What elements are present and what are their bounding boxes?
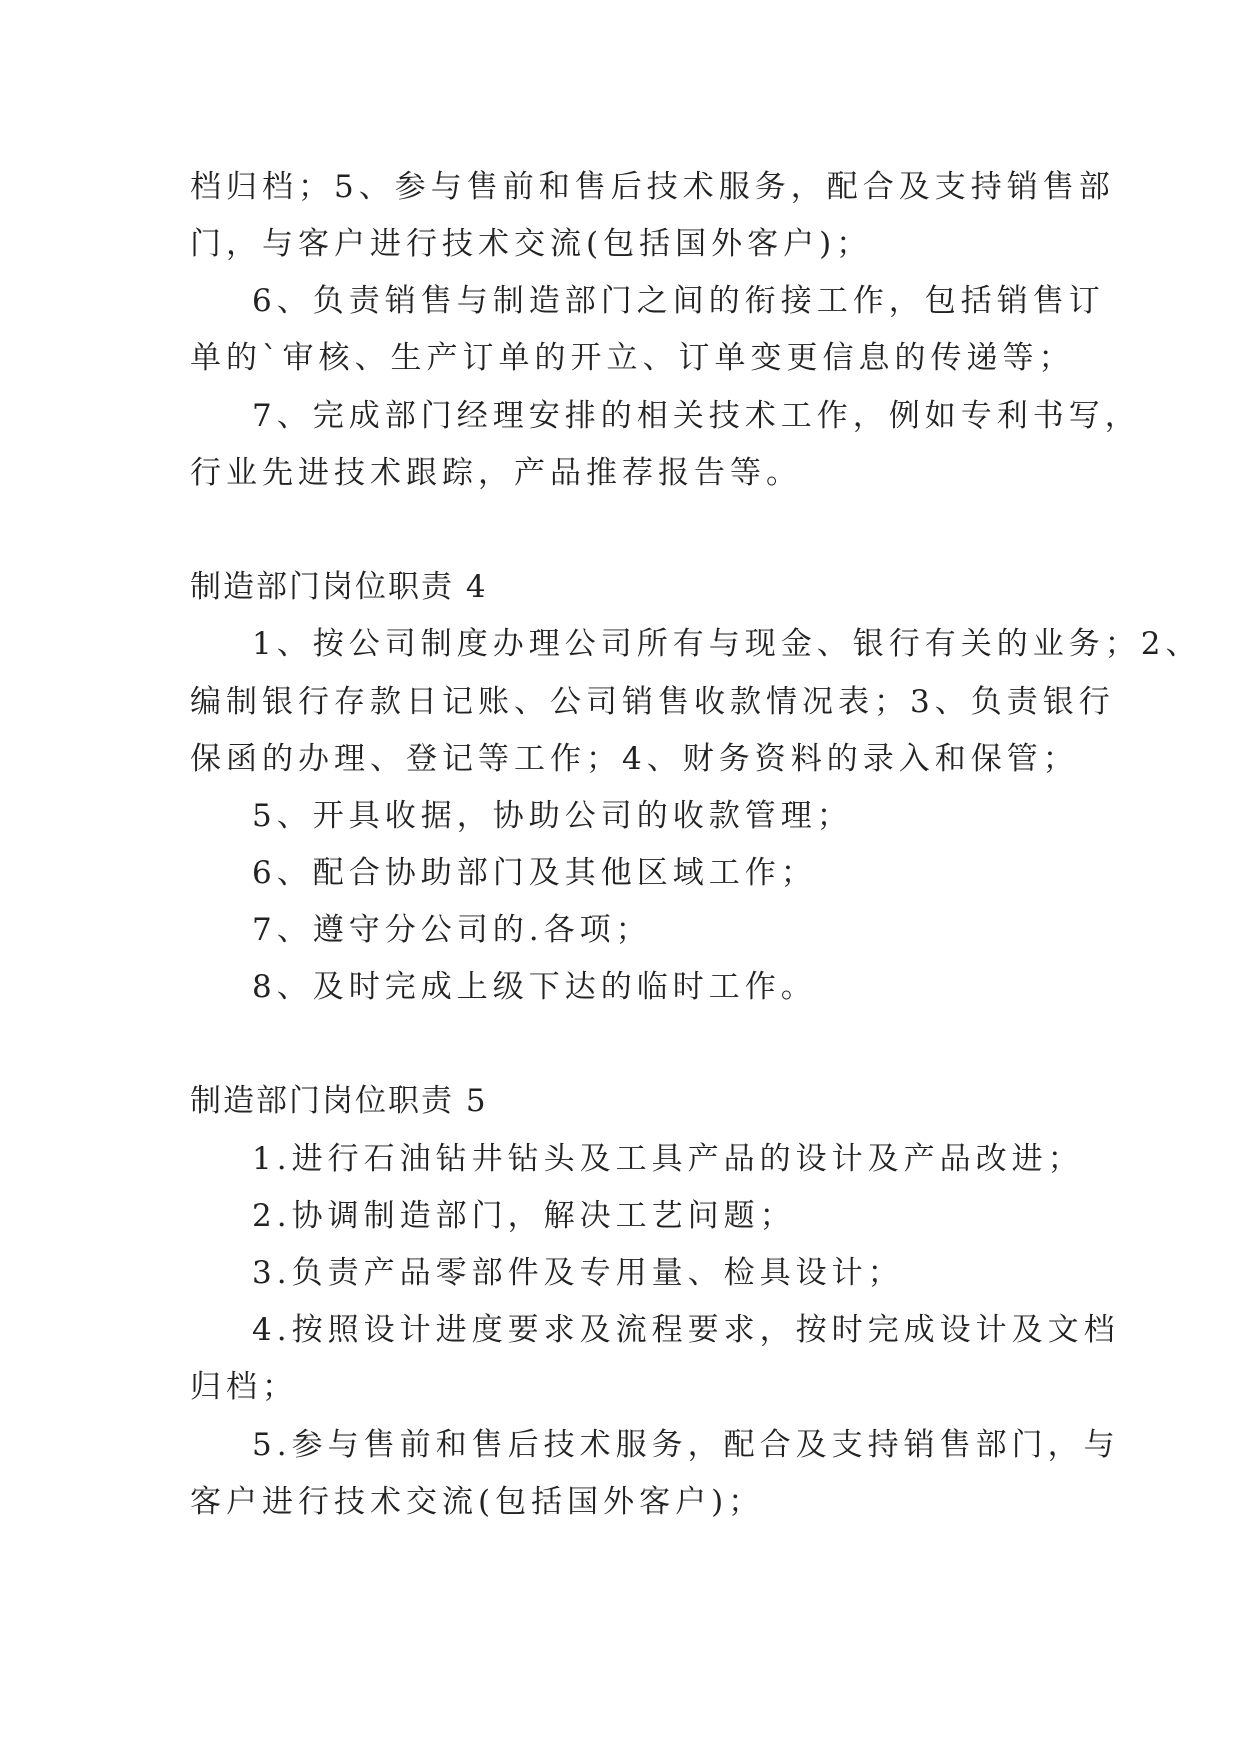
text-line: 6、负责销售与制造部门之间的衔接工作，包括销售订 bbox=[252, 283, 1105, 319]
text-line: 5.参与售前和售后技术服务，配合及支持销售部门，与 bbox=[252, 1427, 1120, 1463]
text-line: 单的`审核、生产订单的开立、订单变更信息的传递等； bbox=[190, 340, 1075, 376]
text-line: 档归档；5、参与售前和售后技术服务，配合及支持销售部 bbox=[190, 169, 1115, 205]
text-line: 归档； bbox=[190, 1369, 298, 1405]
text-line: 8、及时完成上级下达的临时工作。 bbox=[252, 969, 817, 1005]
text-line: 门，与客户进行技术交流(包括国外客户)； bbox=[190, 226, 873, 262]
text-line: 1.进行石油钻井钻头及工具产品的设计及产品改进； bbox=[252, 1141, 1084, 1177]
text-line: 客户进行技术交流(包括国外客户)； bbox=[190, 1484, 765, 1520]
text-line: 编制银行存款日记账、公司销售收款情况表；3、负责银行 bbox=[190, 684, 1115, 720]
section-heading: 制造部门岗位职责 4 bbox=[190, 569, 488, 605]
text-line: 3.负责产品零部件及专用量、检具设计； bbox=[252, 1255, 904, 1291]
text-line: 行业先进技术跟踪，产品推荐报告等。 bbox=[190, 455, 802, 491]
text-line: 7、遵守分公司的.各项； bbox=[252, 912, 652, 948]
text-line: 6、配合协助部门及其他区域工作； bbox=[252, 855, 817, 891]
text-line: 1、按公司制度办理公司所有与现金、银行有关的业务；2、 bbox=[252, 626, 1202, 662]
text-line: 7、完成部门经理安排的相关技术工作，例如专利书写， bbox=[252, 398, 1141, 434]
section-heading: 制造部门岗位职责 5 bbox=[190, 1083, 488, 1119]
text-line: 2.协调制造部门，解决工艺问题； bbox=[252, 1198, 796, 1234]
text-line: 5、开具收据，协助公司的收款管理； bbox=[252, 798, 853, 834]
text-line: 4.按照设计进度要求及流程要求，按时完成设计及文档 bbox=[252, 1312, 1120, 1348]
text-line: 保函的办理、登记等工作；4、财务资料的录入和保管； bbox=[190, 741, 1079, 777]
